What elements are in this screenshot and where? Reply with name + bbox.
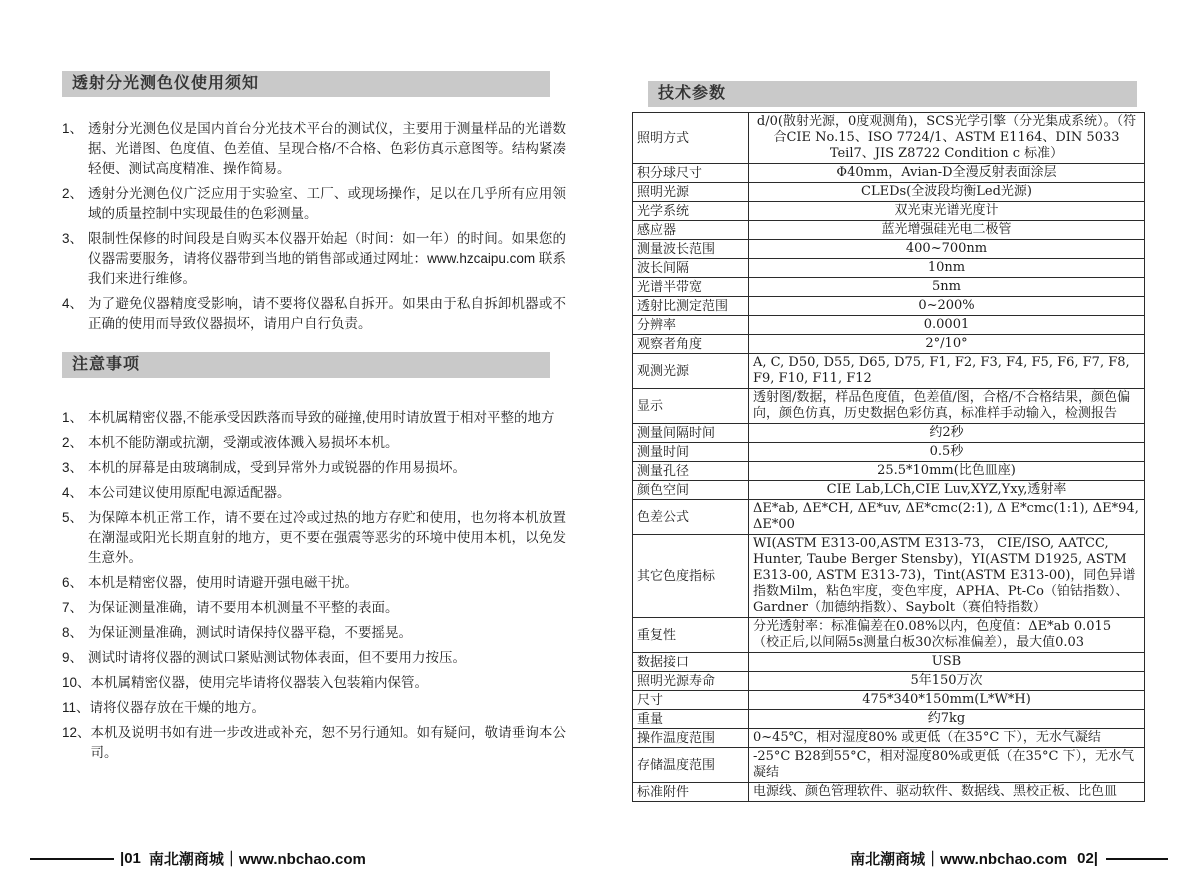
- spec-table-row: [633, 653, 1145, 672]
- spec-table-row: [633, 113, 1145, 164]
- list-item: [62, 623, 566, 643]
- brand-text-right: 南北潮商城｜www.nbchao.com: [850, 851, 1068, 868]
- spec-table-row: [633, 354, 1145, 389]
- spec-param-name: 波长间隔: [633, 259, 749, 278]
- spec-param-name: 测量间隔时间: [633, 424, 749, 443]
- spec-table-row: [633, 316, 1145, 335]
- spec-param-value: -25°C B28到55°C，相对湿度80%或更低（在35°C 下），无水气凝结: [749, 748, 1145, 783]
- list-item: [62, 119, 566, 179]
- spec-table-row: [633, 672, 1145, 691]
- spec-table-row: [633, 691, 1145, 710]
- spec-param-value: 透射图/数据，样品色度值，色差值/图，合格/不合格结果，颜色偏向，颜色仿真，历史数据色彩仿真，标准样手动输入，检测报告: [749, 389, 1145, 424]
- spec-param-value: CIE Lab,LCh,CIE Luv,XYZ,Yxy,透射率: [749, 481, 1145, 500]
- usage-list: [62, 119, 566, 334]
- footer-right-rule: [1106, 858, 1168, 860]
- spec-param-value: ΔE*ab, ΔE*CH, ΔE*uv, ΔE*cmc(2:1), Δ E*cmc(1:1), ΔE*94, ΔE*00: [749, 500, 1145, 535]
- spec-param-name: 重量: [633, 710, 749, 729]
- list-item-number: 5、: [62, 510, 84, 525]
- spec-param-value: 25.5*10mm(比色皿座): [749, 462, 1145, 481]
- spec-param-name: 透射比测定范围: [633, 297, 749, 316]
- list-item-text: 透射分光测色仪是国内首台分光技术平台的测试仪，主要用于测量样品的光谱数据、光谱图、色度值、色差值、呈现合格/不合格、色彩仿真示意图等。结构紧凑轻便、测试高度精准、操作简易。: [88, 121, 566, 176]
- list-item-text: 本机及说明书如有进一步改进或补充，恕不另行通知。如有疑问，敬请垂询本公司。: [90, 725, 566, 760]
- spec-param-value: 0~45℃，相对湿度80% 或更低（在35°C 下），无水气凝结: [749, 729, 1145, 748]
- spec-param-value: 400~700nm: [749, 240, 1145, 259]
- list-item-text: 本机的屏幕是由玻璃制成，受到异常外力或锐器的作用易损坏。: [88, 460, 466, 475]
- spec-param-name: 尺寸: [633, 691, 749, 710]
- spec-param-name: 积分球尺寸: [633, 164, 749, 183]
- list-item: [62, 573, 566, 593]
- spec-param-name: 标准附件: [633, 783, 749, 802]
- list-item-text: 本机属精密仪器,不能承受因跌落而导致的碰撞,使用时请放置于相对平整的地方: [88, 410, 555, 425]
- list-item: [62, 408, 566, 428]
- spec-param-value: 2°/10°: [749, 335, 1145, 354]
- list-item: [62, 294, 566, 334]
- spec-table-row: [633, 259, 1145, 278]
- spec-param-value: CLEDs(全波段均衡Led光源): [749, 183, 1145, 202]
- spec-param-name: 重复性: [633, 618, 749, 653]
- spec-table-row: [633, 462, 1145, 481]
- list-item-text: 本机属精密仪器，使用完毕请将仪器装入包装箱内保管。: [90, 675, 429, 690]
- spec-table-body: [633, 113, 1145, 802]
- spec-table-row: [633, 535, 1145, 618]
- spec-table-row: [633, 240, 1145, 259]
- spec-table-row: [633, 443, 1145, 462]
- spec-param-value: A, C, D50, D55, D65, D75, F1, F2, F3, F4, F5, F6, F7, F8, F9, F10, F11, F12: [749, 354, 1145, 389]
- list-item-number: 3、: [62, 231, 84, 246]
- spec-param-name: 测量波长范围: [633, 240, 749, 259]
- list-item-number: 3、: [62, 460, 84, 475]
- list-item-number: 8、: [62, 625, 84, 640]
- list-item-text: 为保证测量准确，测试时请保持仪器平稳，不要摇晃。: [88, 625, 412, 640]
- spec-table-row: [633, 729, 1145, 748]
- brand-text-left: 南北潮商城｜www.nbchao.com: [148, 851, 366, 868]
- spec-param-name: 光学系统: [633, 202, 749, 221]
- list-item-text: 本机不能防潮或抗潮，受潮或液体溅入易损坏本机。: [88, 435, 399, 450]
- spec-param-name: 其它色度指标: [633, 535, 749, 618]
- spec-table-row: [633, 481, 1145, 500]
- spec-param-value: d/0(散射光源，0度观测角)，SCS光学引擎（分光集成系统）。（符合CIE No.15、ISO 7724/1、ASTM E1164、DIN 5033 Teil7、JIS Z8722 Condition c 标准）: [749, 113, 1145, 164]
- footer-left-rule: [30, 858, 114, 860]
- list-item: [62, 673, 566, 693]
- list-item-number: 4、: [62, 296, 84, 311]
- spec-param-name: 数据接口: [633, 653, 749, 672]
- list-item: [62, 648, 566, 668]
- spec-table-row: [633, 389, 1145, 424]
- list-item-number: 4、: [62, 485, 84, 500]
- spec-param-value: WI(ASTM E313-00,ASTM E313-73， CIE/ISO, AATCC, Hunter, Taube Berger Stensby)，YI(ASTM D1925, ASTM E313-00, ASTM E313-73)，Tint(ASTM E313-00)，同色异谱指数Milm，粘色牢度，变色牢度，APHA、Pt-Co（铂钴指数）、Gardner（加德纳指数）、Saybolt（赛伯特指数）: [749, 535, 1145, 618]
- spec-param-name: 显示: [633, 389, 749, 424]
- spec-table-row: [633, 278, 1145, 297]
- list-item: [62, 508, 566, 568]
- spec-param-name: 观察者角度: [633, 335, 749, 354]
- footer-right: [850, 848, 1168, 869]
- spec-table-row: [633, 618, 1145, 653]
- list-item-text: 请将仪器存放在干燥的地方。: [89, 700, 266, 715]
- spec-table-row: [633, 748, 1145, 783]
- spec-param-value: 475*340*150mm(L*W*H): [749, 691, 1145, 710]
- notes-list: [62, 408, 566, 763]
- list-item-text: 限制性保修的时间段是自购买本仪器开始起（时间：如一年）的时间。如果您的仪器需要服务，请将仪器带到当地的销售部或通过网址：www.hzcaipu.com 联系我们来进行维修。: [88, 231, 566, 286]
- spec-param-value: USB: [749, 653, 1145, 672]
- spec-param-name: 感应器: [633, 221, 749, 240]
- spec-param-value: 电源线、颜色管理软件、驱动软件、数据线、黑校正板、比色皿: [749, 783, 1145, 802]
- footer-left: [30, 848, 366, 869]
- spec-param-name: 色差公式: [633, 500, 749, 535]
- list-item: [62, 483, 566, 503]
- spec-table-row: [633, 221, 1145, 240]
- spec-param-value: 蓝光增强硅光电二极管: [749, 221, 1145, 240]
- left-column: [62, 71, 566, 768]
- spec-param-value: 5年150万次: [749, 672, 1145, 691]
- spec-param-name: 存储温度范围: [633, 748, 749, 783]
- spec-param-value: 约7kg: [749, 710, 1145, 729]
- spec-param-name: 分辨率: [633, 316, 749, 335]
- spec-param-value: 0~200%: [749, 297, 1145, 316]
- list-item-text: 本机是精密仪器，使用时请避开强电磁干扰。: [88, 575, 358, 590]
- spec-table-row: [633, 424, 1145, 443]
- spec-param-name: 操作温度范围: [633, 729, 749, 748]
- spec-param-name: 观测光源: [633, 354, 749, 389]
- right-column: [632, 81, 1145, 802]
- page-number-right: 02|: [1077, 850, 1098, 867]
- list-item-number: 1、: [62, 121, 84, 136]
- list-item: [62, 433, 566, 453]
- spec-table-row: [633, 202, 1145, 221]
- list-item: [62, 184, 566, 224]
- list-item-text: 透射分光测色仪广泛应用于实验室、工厂、或现场操作，足以在几乎所有应用领域的质量控制中实现最佳的色彩测量。: [88, 186, 566, 221]
- section-title-usage: 透射分光测色仪使用须知: [62, 71, 550, 97]
- spec-param-name: 光谱半带宽: [633, 278, 749, 297]
- spec-table-row: [633, 164, 1145, 183]
- list-item-number: 7、: [62, 600, 84, 615]
- list-item-number: 12、: [62, 725, 91, 740]
- list-item: [62, 723, 566, 763]
- spec-table-row: [633, 500, 1145, 535]
- page-number-left: |01: [120, 850, 141, 867]
- spec-table-row: [633, 335, 1145, 354]
- list-item-text: 测试时请将仪器的测试口紧贴测试物体表面，但不要用力按压。: [88, 650, 466, 665]
- list-item-number: 10、: [62, 675, 91, 690]
- list-item-number: 1、: [62, 410, 84, 425]
- list-item-number: 9、: [62, 650, 84, 665]
- spec-table: [632, 112, 1145, 802]
- spec-table-row: [633, 710, 1145, 729]
- list-item-text: 为保证测量准确，请不要用本机测量不平整的表面。: [88, 600, 399, 615]
- list-item: [62, 698, 566, 718]
- spec-param-value: 双光束光谱光度计: [749, 202, 1145, 221]
- spec-param-name: 照明光源寿命: [633, 672, 749, 691]
- spec-param-name: 颜色空间: [633, 481, 749, 500]
- spec-param-value: 0.5秒: [749, 443, 1145, 462]
- spec-param-value: 分光透射率：标准偏差在0.08%以内，色度值：ΔE*ab 0.015 （校正后,以间隔5s测量白板30次标准偏差），最大值0.03: [749, 618, 1145, 653]
- spec-param-value: 5nm: [749, 278, 1145, 297]
- spec-param-value: Φ40mm，Avian-D全漫反射表面涂层: [749, 164, 1145, 183]
- spec-param-name: 照明光源: [633, 183, 749, 202]
- list-item: [62, 458, 566, 478]
- section-title-notes: 注意事项: [62, 352, 550, 378]
- list-item: [62, 598, 566, 618]
- list-item-text: 为保障本机正常工作，请不要在过冷或过热的地方存贮和使用，也勿将本机放置在潮湿或阳光长期直射的地方，更不要在强震等恶劣的环境中使用本机，以免发生意外。: [88, 510, 566, 565]
- spec-param-value: 约2秒: [749, 424, 1145, 443]
- list-item-number: 11、: [62, 700, 90, 715]
- list-item-text: 为了避免仪器精度受影响，请不要将仪器私自拆开。如果由于私自拆卸机器或不正确的使用而导致仪器损坏，请用户自行负责。: [88, 296, 566, 331]
- spec-param-name: 测量孔径: [633, 462, 749, 481]
- list-item: [62, 229, 566, 289]
- section-title-specs: 技术参数: [648, 81, 1137, 107]
- list-item-number: 6、: [62, 575, 84, 590]
- spec-param-value: 0.0001: [749, 316, 1145, 335]
- spec-table-row: [633, 183, 1145, 202]
- spec-table-row: [633, 783, 1145, 802]
- spec-param-name: 测量时间: [633, 443, 749, 462]
- list-item-number: 2、: [62, 186, 84, 201]
- spec-table-row: [633, 297, 1145, 316]
- list-item-text: 本公司建议使用原配电源适配器。: [88, 485, 291, 500]
- spec-param-name: 照明方式: [633, 113, 749, 164]
- list-item-number: 2、: [62, 435, 84, 450]
- spec-param-value: 10nm: [749, 259, 1145, 278]
